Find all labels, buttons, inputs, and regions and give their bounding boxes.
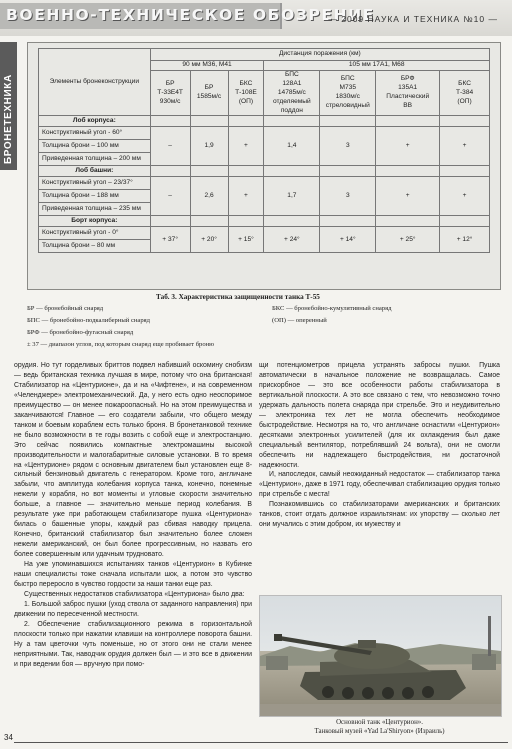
ammo-header-line: М735 bbox=[339, 84, 357, 92]
photo-caption bbox=[259, 718, 500, 736]
row-label: Конструктивный угол - 60° bbox=[39, 127, 151, 140]
ammo-header-line: (ОП) bbox=[238, 97, 254, 105]
ammo-header-line: БР bbox=[204, 84, 214, 92]
table-row bbox=[39, 127, 490, 140]
photo-caption-line: Танковый музей «Yad La'Shiryon» (Израиль) bbox=[314, 728, 445, 735]
ammo-header-line: БПС bbox=[284, 71, 299, 78]
ammo-header-line: (ОП) bbox=[457, 97, 472, 105]
paragraph: 1. Большой заброс пушки (уход ствола от заданного направления) при движении по пересеченной местности. bbox=[14, 600, 252, 618]
ammo-header-cell bbox=[440, 71, 490, 116]
ammo-header-line: 1585м/с bbox=[196, 93, 222, 101]
row-label: Толщина брони – 100 мм bbox=[39, 140, 151, 153]
table-cell: + bbox=[228, 127, 264, 166]
magazine-section-title: ВОЕННО-ТЕХНИЧЕСКОЕ ОБОЗРЕНИЕ bbox=[0, 3, 282, 29]
row-label: Приведенная толщина – 235 мм bbox=[39, 203, 151, 216]
row-label: Конструктивный угол - 0° bbox=[39, 227, 151, 240]
table-cell: + 14° bbox=[320, 227, 376, 253]
table-cell: + bbox=[228, 177, 264, 216]
table-cell: + bbox=[376, 127, 440, 166]
paragraph: И, напоследок, самый неожиданный недостаток — стабилизатор танка «Центурион», даже в 1971 году, обеспечивал стабилизацию орудия только при стрельбе с места! bbox=[259, 471, 500, 499]
table-cell bbox=[190, 116, 228, 127]
paragraph: орудия. Но тут горделивых бриттов подвел набивший оскомину снобизм — ведь британская техника лучшая в мире, потому что она британская! Стабилизатор на «Центурионе», да и на «Чифтенe», и на современном «Челенджере» электромеханический. Да, у него есть одно неоспоримое преимущество — он менее пожароопасный. Но на этом преимущества и заканчиваются! Главное — его создатели забыли, что общего между танком и боевым кораблем есть только броня. В бронетанковой технике не было возможности в те годы возить с собой еще и электростанцию. Это сейчас появились компактные электромашины высокой производительности и малогабаритные силовые установки. В то время на «Центурионе» рядом с основным двигателем был установлен еще 8-сильный бензиновый двигатель с генератором. Кроме того, англичане забыли, что амплитуда колебания корпуса танка, конечно, понемные нежели у корабля, но вот моменты и угловые скорости значительно больше, а главное — значительно меньше период колебания. В результате уже при работающем стабилизаторе пушка «Центуриона» билась о башенные упоры, каждый раз сбивая наводку прицела. Конечно, британский стабилизатор был значительно более сложен нежели американский, он был более прогрессивным, но назвать его более совершенным или удачным трудновато. bbox=[14, 362, 252, 559]
ammo-header-cell bbox=[376, 71, 440, 116]
table-cell: + 24° bbox=[264, 227, 320, 253]
ammo-header-line: поддон bbox=[280, 106, 303, 114]
table-cell bbox=[150, 166, 190, 177]
ammo-header-cell bbox=[228, 71, 264, 116]
table-cell bbox=[376, 166, 440, 177]
table-cell bbox=[376, 116, 440, 127]
ammo-header-line: 1830м/с bbox=[335, 93, 360, 101]
table-cell: + 15° bbox=[228, 227, 264, 253]
ammo-header-line: БР bbox=[165, 79, 175, 87]
paragraph: 2. Обеспечение стабилизационного режима в горизонтальной плоскости только при нажатии клавиши на контроллере поворота башни. Ну а там цветочки чуть поменьше, но от этого они не стали менее неприятными. Так, наводчик орудия должен был — и это все в движении и при ведении боя — вручную при помо- bbox=[14, 620, 252, 668]
section-title: Лоб корпуса: bbox=[39, 116, 151, 127]
ammo-header-cell bbox=[190, 71, 228, 116]
page-number: 34 bbox=[4, 733, 13, 742]
table-cell: + 20° bbox=[190, 227, 228, 253]
paragraph: На уже упоминавшихся испытаниях танков «Центурион» в Кубинке наши специалисты тоже сначала испытали шок, а потом это чувство быстро переросло в чувство гордости за наши танки еще раз. bbox=[14, 561, 252, 588]
table-cell: 3 bbox=[320, 177, 376, 216]
table-cell: + 37° bbox=[150, 227, 190, 253]
table-cell: 1,4 bbox=[264, 127, 320, 166]
paragraph: Познакомившись со стабилизаторами американских и британских танков, стоит отдать должное израильтянам: их упорству — сколько лет они мучались с этим добром, их мужеству и bbox=[259, 501, 500, 529]
ammo-header-line: 128А1 bbox=[282, 79, 302, 87]
ammo-header-line: 930м/с bbox=[159, 97, 181, 105]
photo-caption-line: Основной танк «Центурион». bbox=[336, 719, 423, 726]
ammo-header-line: ВВ bbox=[403, 102, 413, 110]
legend-brf: БРФ — бронебойно-фугасный снаряд bbox=[27, 329, 134, 336]
table-cell: 2,6 bbox=[190, 177, 228, 216]
ammo-header-cell bbox=[320, 71, 376, 116]
legend-op: (ОП) — оперенный bbox=[272, 317, 327, 324]
ammo-header-line: Т-33Е4Т bbox=[157, 88, 183, 96]
table-cell: – bbox=[150, 177, 190, 216]
ammo-header-cell bbox=[264, 71, 320, 116]
table-cell: + bbox=[376, 177, 440, 216]
table-section-row bbox=[39, 116, 490, 127]
section-title: Борт корпуса: bbox=[39, 216, 151, 227]
ammo-header-line: БПС bbox=[340, 75, 355, 83]
table-cell bbox=[264, 166, 320, 177]
ammo-header-line: Т-384 bbox=[455, 88, 474, 96]
table-cell: + bbox=[440, 127, 490, 166]
ammo-header-line: БРФ bbox=[400, 75, 415, 83]
table-cell bbox=[264, 116, 320, 127]
table-cell bbox=[440, 116, 490, 127]
table-cell bbox=[320, 166, 376, 177]
table-cell: 3 bbox=[320, 127, 376, 166]
ammo-header-line: Т-108Е bbox=[235, 88, 257, 96]
ammo-header-line: БКС bbox=[239, 79, 253, 87]
table-cell bbox=[440, 216, 490, 227]
gun-header-90mm: 90 мм М36, М41 bbox=[150, 61, 264, 71]
table-cell bbox=[150, 216, 190, 227]
table-cell: + 25° bbox=[376, 227, 440, 253]
row-label: Конструктивный угол – 23/37° bbox=[39, 177, 151, 190]
tank-photo bbox=[259, 595, 502, 717]
table-cell bbox=[228, 166, 264, 177]
ammo-header-line: БКС bbox=[458, 79, 471, 87]
table-cell bbox=[376, 216, 440, 227]
table-cell: 1,9 bbox=[190, 127, 228, 166]
table-cell bbox=[190, 166, 228, 177]
paragraph: щи потенциометров прицела устранять забросы пушки. Пушка автоматически в начальное положение не возвращалась. Самое прискорбное — это все особенности работы стабилизатора в вертикальной плоскости. А это все связано с тем, что невозможно точно удержать дальность полета снаряда при стрельбе. Это и неудивительно — электроника тех лет не могла обеспечить необходимое быстродействие. Несмотря на то, что англичане оснастили «Центурион» десятками электронных усилителей (для их охлаждения был даже специальный вентилятор, потреблявший 24 вольта), они не смогли обеспечить ни надлежащего быстродействия, ни достаточной надежности. bbox=[259, 362, 500, 469]
table-section-row bbox=[39, 166, 490, 177]
ammo-header-line: 135А1 bbox=[398, 84, 418, 92]
column-header-distance: Дистанция поражения (км) bbox=[150, 49, 489, 61]
legend-bps: БПС — бронебойно-подкалиберный снаряд bbox=[27, 317, 151, 324]
ammo-header-line: 14785м/с bbox=[277, 88, 306, 96]
table-cell bbox=[228, 216, 264, 227]
gun-header-105mm: 105 мм 17А1, М68 bbox=[264, 61, 490, 71]
legend-br: БР — бронебойный снаряд bbox=[27, 305, 104, 312]
table-cell bbox=[190, 216, 228, 227]
table-cell: + 12° bbox=[440, 227, 490, 253]
table-cell: – bbox=[150, 127, 190, 166]
table-cell bbox=[150, 116, 190, 127]
section-title: Лоб башни: bbox=[39, 166, 151, 177]
legend-bks: БКС — бронебойно-кумулятивный снаряд bbox=[272, 305, 392, 312]
article-right-column bbox=[259, 361, 500, 530]
paragraph: Существенных недостатков стабилизатора «Центуриона» было два: bbox=[24, 590, 245, 598]
issue-label: — 2009 НАУКА И ТЕХНИКА №10 — bbox=[328, 14, 498, 24]
footer-rule bbox=[14, 742, 508, 743]
table-caption: Таб. 3. Характеристика защищенности танка Т-55 bbox=[156, 293, 320, 301]
legend-range: ± 37 — диапазон углов, под которым снаряд еще пробивает броню bbox=[27, 341, 215, 348]
armor-protection-table bbox=[38, 48, 490, 253]
section-side-tab: БРОНЕТЕХНИКА bbox=[0, 42, 17, 170]
table-row bbox=[39, 227, 490, 240]
table-cell bbox=[440, 166, 490, 177]
ammo-header-line: Пластический bbox=[386, 93, 430, 101]
row-label: Приведенная толщина – 200 мм bbox=[39, 153, 151, 166]
table-cell: + bbox=[440, 177, 490, 216]
table-row bbox=[39, 177, 490, 190]
column-header-elements: Элементы бронеконструкции bbox=[39, 49, 151, 116]
ammo-header-line: стреловидный bbox=[325, 102, 370, 110]
table-cell bbox=[320, 116, 376, 127]
table-section-row bbox=[39, 216, 490, 227]
row-label: Толщина брони – 80 мм bbox=[39, 240, 151, 253]
table-cell: 1,7 bbox=[264, 177, 320, 216]
ammo-header-line: отделяемый bbox=[273, 97, 311, 105]
table-cell bbox=[264, 216, 320, 227]
article-left-column bbox=[14, 361, 252, 670]
table-cell bbox=[228, 116, 264, 127]
row-label: Толщина брони – 188 мм bbox=[39, 190, 151, 203]
ammo-header-cell bbox=[150, 71, 190, 116]
table-cell bbox=[320, 216, 376, 227]
